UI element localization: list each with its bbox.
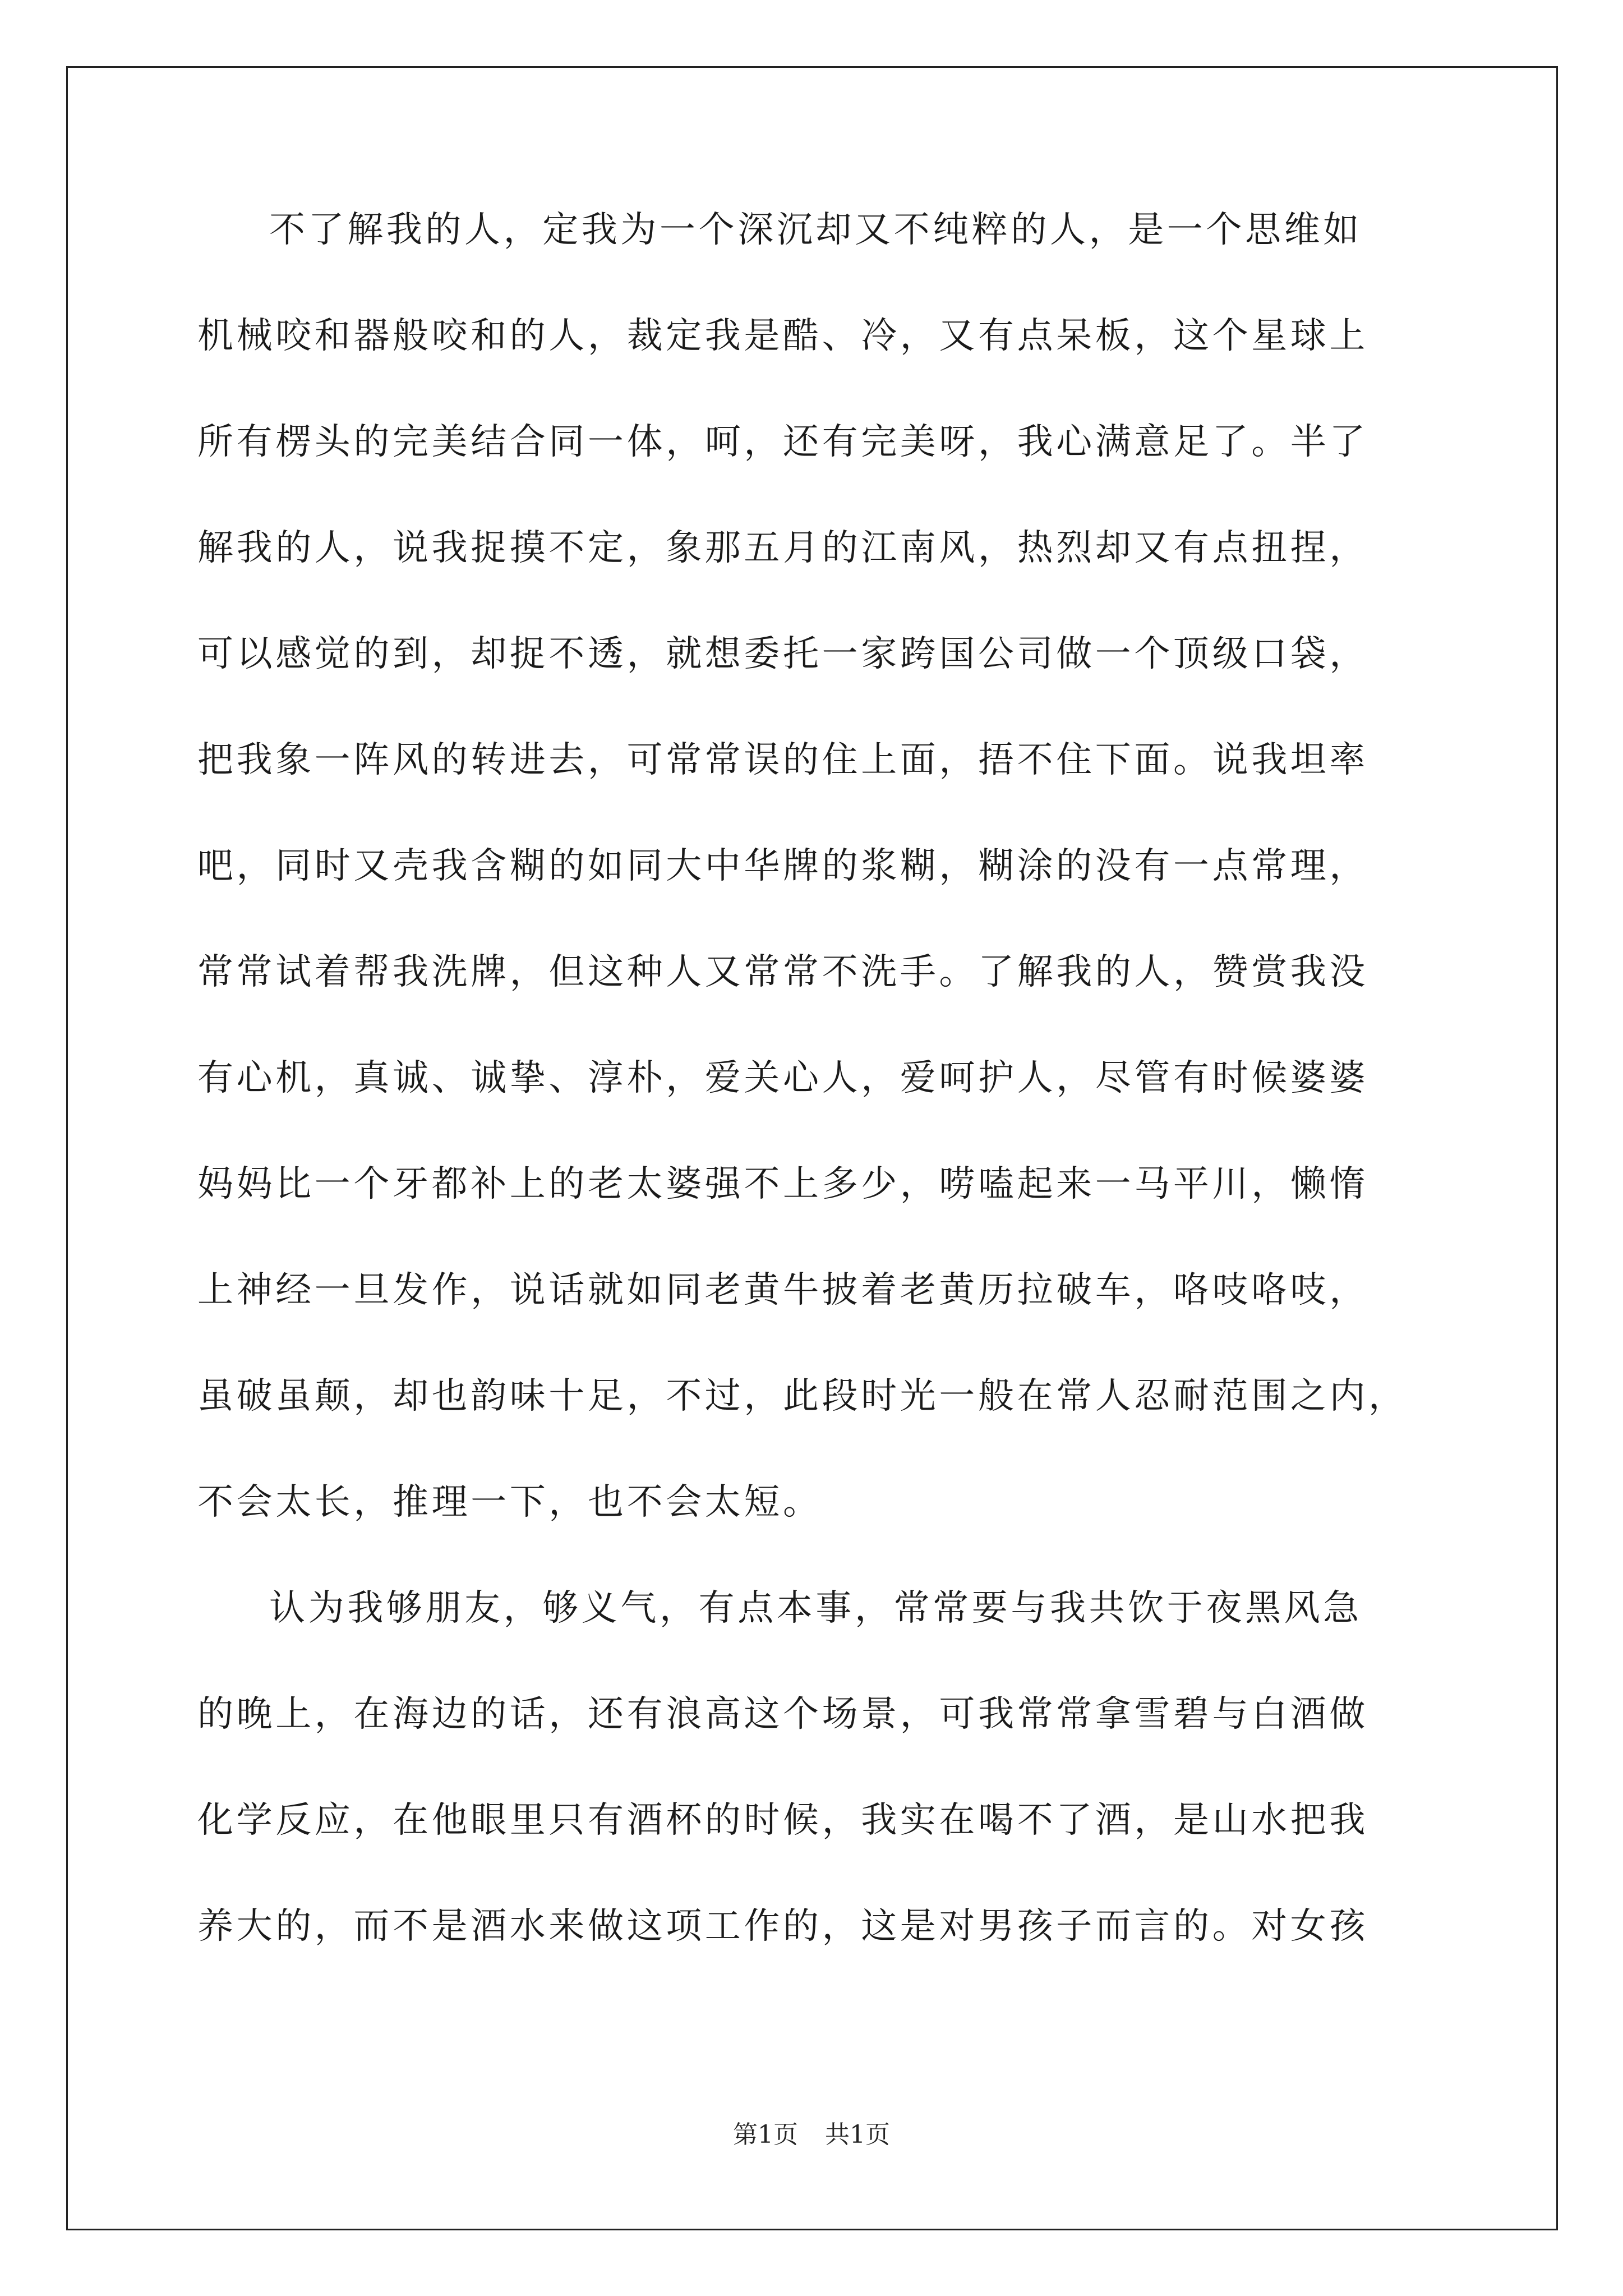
page-number: 第1页 bbox=[733, 2120, 798, 2149]
text-line: 的晚上，在海边的话，还有浪高这个场景，可我常常拿雪碧与白酒做 bbox=[197, 1694, 1368, 1735]
text-line: 认为我够朋友，够义气，有点本事，常常要与我共饮于夜黑风急 bbox=[269, 1588, 1362, 1629]
text-line: 解我的人，说我捉摸不定，象那五月的江南风，热烈却又有点扭捏， bbox=[197, 527, 1368, 569]
text-line: 养大的，而不是酒水来做这项工作的，这是对男孩子而言的。对女孩 bbox=[197, 1906, 1368, 1947]
text-line: 可以感觉的到，却捉不透，就想委托一家跨国公司做一个顶级口袋， bbox=[197, 633, 1368, 675]
text-line: 有心机，真诚、诚挚、淳朴，爱关心人，爱呵护人，尽管有时候婆婆 bbox=[197, 1057, 1368, 1099]
text-line: 吧，同时又壳我含糊的如同大中华牌的浆糊，糊涂的没有一点常理， bbox=[197, 845, 1368, 887]
text-line: 虽破虽颠，却也韵味十足，不过，此段时光一般在常人忍耐范围之内， bbox=[197, 1375, 1408, 1417]
text-line: 常常试着帮我洗牌，但这种人又常常不洗手。了解我的人，赞赏我没 bbox=[197, 951, 1368, 993]
text-line: 上神经一旦发作，说话就如同老黄牛披着老黄历拉破车，咯吱咯吱， bbox=[197, 1269, 1368, 1311]
text-line: 机械咬和器般咬和的人，裁定我是酷、冷，又有点呆板，这个星球上 bbox=[197, 315, 1368, 357]
text-line: 把我象一阵风的转进去，可常常误的住上面，捂不住下面。说我坦率 bbox=[197, 739, 1368, 781]
page-footer bbox=[0, 2120, 1623, 2149]
text-line: 妈妈比一个牙都补上的老太婆强不上多少，唠嗑起来一马平川，懒惰 bbox=[197, 1163, 1368, 1205]
text-line: 不会太长，推理一下，也不会太短。 bbox=[197, 1481, 822, 1523]
page-total: 共1页 bbox=[825, 2120, 890, 2149]
text-line: 化学反应，在他眼里只有酒杯的时候，我实在喝不了酒，是山水把我 bbox=[197, 1800, 1368, 1841]
text-line: 不了解我的人，定我为一个深沉却又不纯粹的人，是一个思维如 bbox=[269, 209, 1362, 251]
text-line: 所有楞头的完美结合同一体，呵，还有完美呀，我心满意足了。半了 bbox=[197, 421, 1368, 463]
